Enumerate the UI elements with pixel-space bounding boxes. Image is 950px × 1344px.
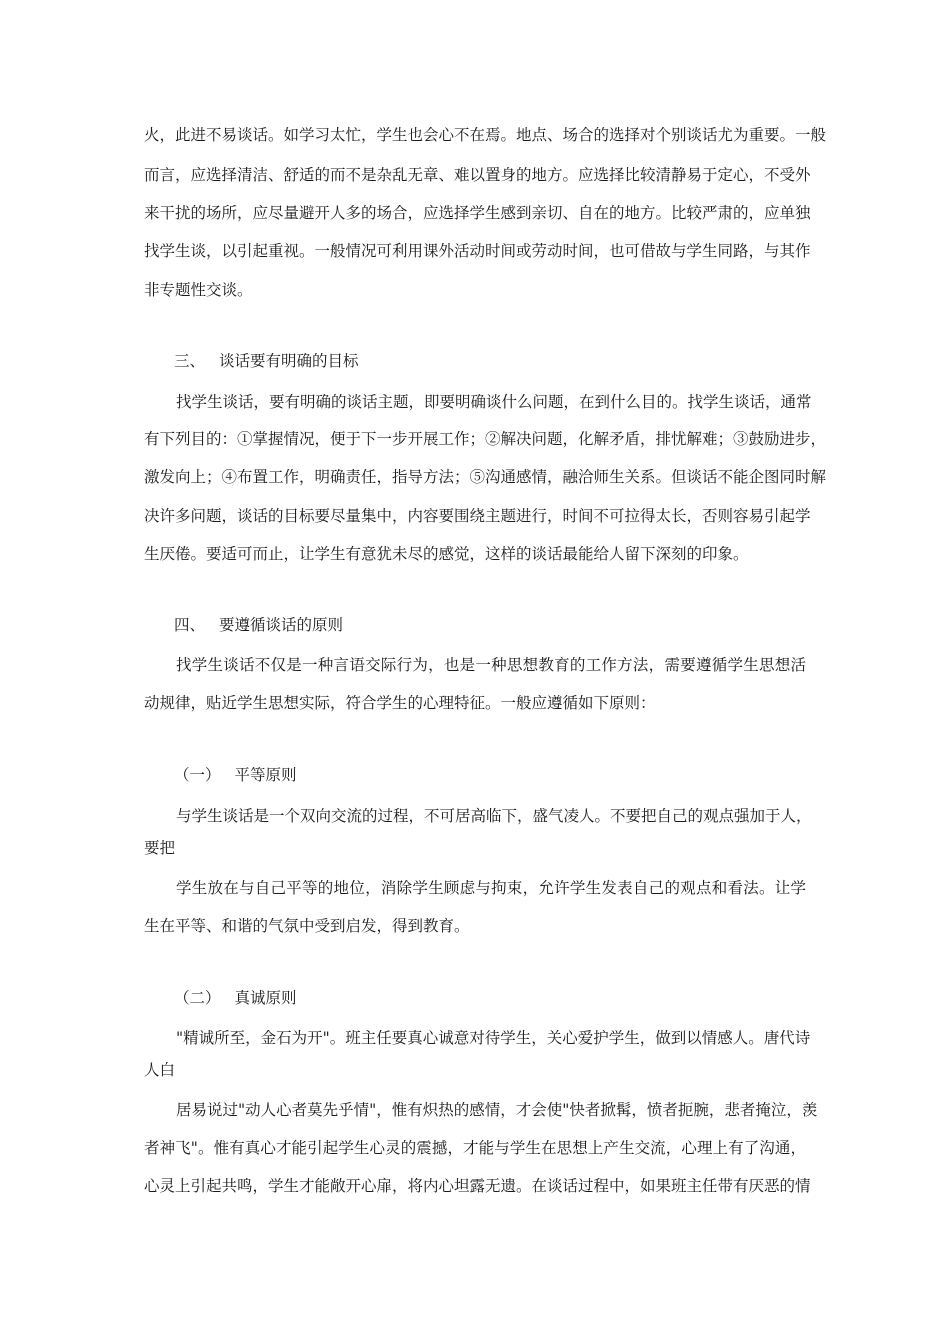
section-heading-4 [174,615,343,635]
section-title: 要遵循谈话的原则 [219,616,344,634]
principle-title: 平等原则 [234,766,297,784]
principle-number: （一） [174,766,221,784]
paragraph-line: 要把 [144,839,176,857]
paragraph-line: 生厌倦。要适可而止，让学生有意犹未尽的感觉，这样的谈话最能给人留下深刻的印象。 [144,545,749,563]
paragraph-line: 来干扰的场所，应尽量避开人多的场合，应选择学生感到亲切、自在的地方。比较严肃的，应单独 [144,204,811,222]
principle-heading-1 [174,765,297,785]
paragraph-line: 而言，应选择清洁、舒适的而不是杂乱无章、难以置身的地方。应选择比较清静易于定心，不受外 [144,166,811,184]
paragraph-line: 学生放在与自己平等的地位，消除学生顾虑与拘束，允许学生发表自己的观点和看法。让学 [176,879,806,897]
principle-title: 真诚原则 [234,989,297,1007]
paragraph-line: "精诚所至，金石为开"。班主任要真心诚意对待学生，关心爱护学生，做到以情感人。唐代诗 [176,1029,811,1047]
paragraph-line: 心灵上引起共鸣，学生才能敞开心扉，将内心坦露无遗。在谈话过程中，如果班主任带有厌恶的情 [144,1177,811,1195]
paragraph-line: 激发向上；④布置工作，明确责任，指导方法；⑤沟通感情，融洽师生关系。但谈话不能企图同时解 [144,468,827,486]
paragraph-line: 找学生谈话不仅是一种言语交际行为，也是一种思想教育的工作方法，需要遵循学生思想活 [176,656,806,674]
paragraph-line: 居易说过"动人心者莫先乎情"，惟有炽热的感情，才会使"快者掀髯，愤者扼腕，悲者掩泣，羡 [176,1101,818,1119]
section-heading-3 [174,351,359,371]
section-number: 四、 [174,616,206,634]
paragraph-line: 有下列目的：①掌握情况，便于下一步开展工作；②解决问题，化解矛盾，排忧解难；③鼓励进步， [144,430,827,448]
principle-number: （二） [174,989,221,1007]
paragraph-line: 火，此进不易谈话。如学习太忙，学生也会心不在焉。地点、场合的选择对个别谈话尤为重要。一般 [144,126,827,144]
paragraph-line: 找学生谈，以引起重视。一般情况可利用课外活动时间或劳动时间，也可借故与学生同路，与其作 [144,242,811,260]
paragraph-line: 生在平等、和谐的气氛中受到启发，得到教育。 [144,917,470,935]
paragraph-line: 人白 [144,1061,176,1079]
paragraph-line: 与学生谈话是一个双向交流的过程，不可居高临下，盛气凌人。不要把自己的观点强加于人， [176,807,812,825]
section-title: 谈话要有明确的目标 [219,352,359,370]
paragraph-line: 非专题性交谈。 [144,281,253,299]
paragraph-line: 决许多问题，谈话的目标要尽量集中，内容要围绕主题进行，时间不可拉得太长，否则容易引起学 [144,507,811,525]
paragraph-line: 者神飞"。惟有真心才能引起学生心灵的震撼，才能与学生在思想上产生交流，心理上有了沟通， [144,1139,806,1157]
section-number: 三、 [174,352,206,370]
principle-heading-2 [174,988,297,1008]
paragraph-line: 找学生谈话，要有明确的谈话主题，即要明确谈什么问题，在到什么目的。找学生谈话，通常 [176,393,812,411]
paragraph-line: 动规律，贴近学生思想实际，符合学生的心理特征。一般应遵循如下原则： [144,694,656,712]
